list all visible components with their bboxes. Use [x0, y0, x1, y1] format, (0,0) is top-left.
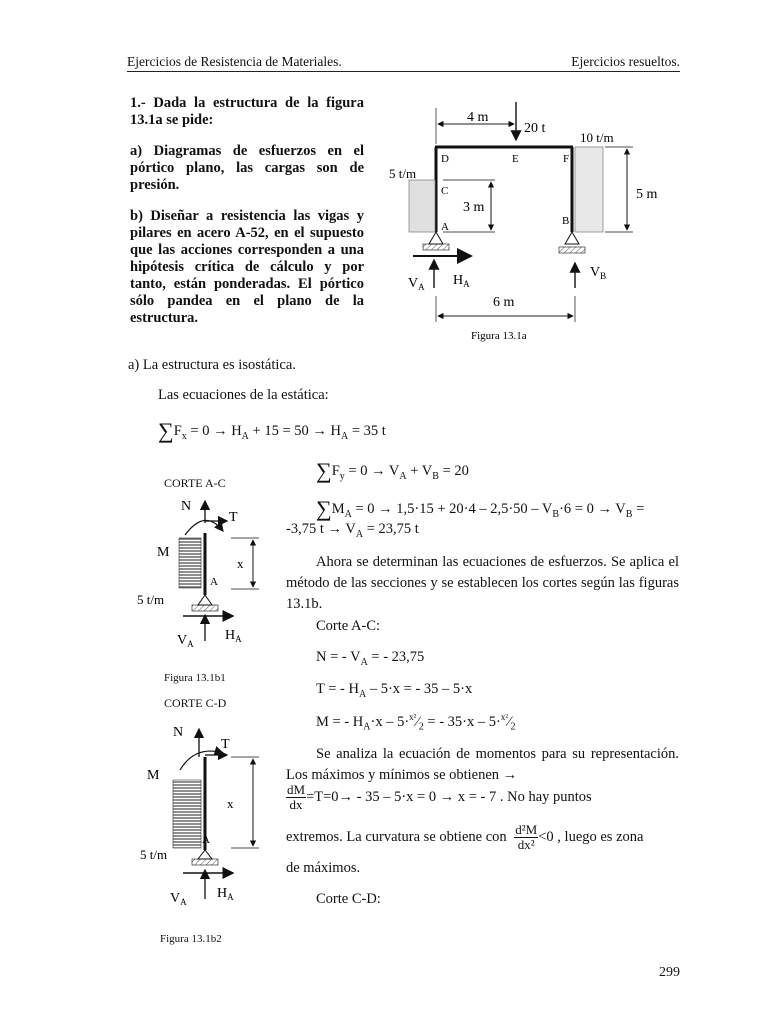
fig-b2-load: 5 t/m: [140, 847, 168, 862]
equation-m: M = - $H_A\cdot x$ – $5\cdot^{x^2}⁄_2$ = - $35\cdot x - 5\cdot^{x^2}⁄_2$: [316, 712, 516, 733]
fig-b1-x: x: [237, 556, 244, 571]
equation-fx: $\sum F_x = 0 \to H_A + 15 = 50 \to H_A = 35$ t: [158, 418, 386, 443]
dim-5m: 5 m: [636, 187, 658, 202]
moments-derivative-line: $\frac{dM}{dx}$ =T=0→ - 35 – 5·x = 0 → x = - 7 . No hay puntos: [287, 782, 592, 812]
moments-curvature-line: extremos. La curvatura se obtiene con $\frac{\text{d²M}}{\text{dx²}}$ <0 , luego es zona: [286, 822, 644, 852]
node-a: A: [441, 221, 449, 233]
equation-ma-line2: -3,75 $t \to V_A = 23,75$ t: [286, 521, 419, 540]
equation-ma: $\sum M_A = 0 \to 1,5\cdot 15 + 20\cdot 4 - 2,5\cdot 50 - V_B\cdot 6 = 0 \to V_B$ =: [316, 496, 645, 521]
moments-paragraph-1: Se analiza la ecuación de momentos para su representación. Los máximos y mínimos se obtienen →: [286, 746, 679, 783]
problem-intro: 1.- Dada la estructura de la figura 13.1a se pide:: [130, 95, 364, 128]
fig-b1-caption: Figura 13.1b1: [164, 672, 226, 684]
fig-b1-m: M: [157, 545, 170, 560]
node-c: C: [441, 185, 449, 197]
left-distributed-load: [409, 180, 435, 232]
fig-b2-m: M: [147, 768, 160, 783]
statics-intro: Las ecuaciones de la estática:: [158, 387, 329, 403]
reaction-va-label: $V_A$: [408, 276, 425, 292]
node-b: B: [562, 215, 570, 227]
dim-6m: 6 m: [493, 295, 515, 310]
moments-paragraph-end: de máximos.: [286, 860, 361, 876]
page-number: 299: [659, 965, 680, 980]
load-10tm: 10 t/m: [580, 130, 614, 145]
equation-fy: $\sum F_y = 0 \to V_A + V_B = 20$: [316, 458, 469, 483]
fig-b1-a: A: [210, 576, 218, 588]
figure-13-1b1: [135, 493, 275, 658]
isostatic-statement: a) La estructura es isostática.: [128, 357, 296, 373]
fig-b1-load: 5 t/m: [137, 592, 165, 607]
fig-b2-caption: Figura 13.1b2: [160, 933, 222, 945]
node-f: F: [563, 153, 570, 165]
fig-b2-title: CORTE C-D: [164, 696, 227, 710]
reaction-ha-label: $H_A$: [453, 273, 470, 289]
fig-b1-title: CORTE A-C: [164, 476, 226, 490]
figure-13-1a-caption: Figura 13.1a: [471, 330, 527, 342]
node-d: D: [441, 153, 449, 165]
load-20t: 20 t: [524, 121, 546, 136]
right-distributed-load: [575, 147, 603, 232]
support-b: [565, 232, 579, 244]
running-header-left: Ejercicios de Resistencia de Materiales.: [127, 54, 342, 69]
corte-ac-heading: Corte A-C:: [316, 618, 381, 634]
fig-b2-a: A: [202, 834, 210, 846]
fig-b2-ha: $H_A$: [217, 886, 234, 902]
dim-3m: 3 m: [463, 200, 485, 215]
fig-b2-t: T: [221, 737, 230, 752]
fig-b2-n: N: [173, 725, 184, 740]
running-header-right: Ejercicios resueltos.: [571, 54, 680, 69]
header-rule: [127, 71, 680, 72]
problem-part-b: b) Diseñar a resistencia las vigas y pilares en acero A-52, en el supuesto que las acciones corresponden a una hipótesis crítica de cálculo y por tanto, están ponderadas. El pórtico sólo pandea en el plano de la estructura.: [130, 208, 364, 326]
fig-b2-x: x: [227, 796, 234, 811]
corte-cd-heading: Corte C-D:: [316, 891, 381, 907]
node-e: E: [512, 153, 519, 165]
fig-b1-va: $V_A$: [177, 633, 194, 649]
figure-13-1a: [383, 100, 683, 350]
fig-b2-va: $V_A$: [170, 891, 187, 907]
reaction-vb-label: $V_B$: [590, 265, 607, 281]
dm-dx-fraction: $\frac{dM}{dx}$: [287, 782, 306, 812]
fig-b1-t: T: [229, 510, 238, 525]
sections-paragraph: Ahora se determinan las ecuaciones de esfuerzos. Se aplica el método de las secciones y se establecen los cortes según las figuras 13.1b.: [286, 554, 679, 612]
figure-13-1b2: [135, 715, 275, 915]
support-a: [429, 232, 443, 244]
equation-n: N = - $V_A$ = - 23,75: [316, 649, 425, 668]
load-5tm: 5 t/m: [389, 166, 417, 181]
fig-b1-ha: $H_A$: [225, 628, 242, 644]
dim-4m: 4 m: [467, 110, 489, 125]
fig-b1-n: N: [181, 499, 192, 514]
d2m-dx2-fraction: $\frac{\text{d²M}}{\text{dx²}}$: [515, 822, 538, 852]
equation-t: T = - $H_A - 5\cdot x$ = - 35 – 5·x: [316, 681, 473, 700]
problem-part-a: a) Diagramas de esfuerzos en el pórtico plano, las cargas son de presión.: [130, 143, 364, 193]
